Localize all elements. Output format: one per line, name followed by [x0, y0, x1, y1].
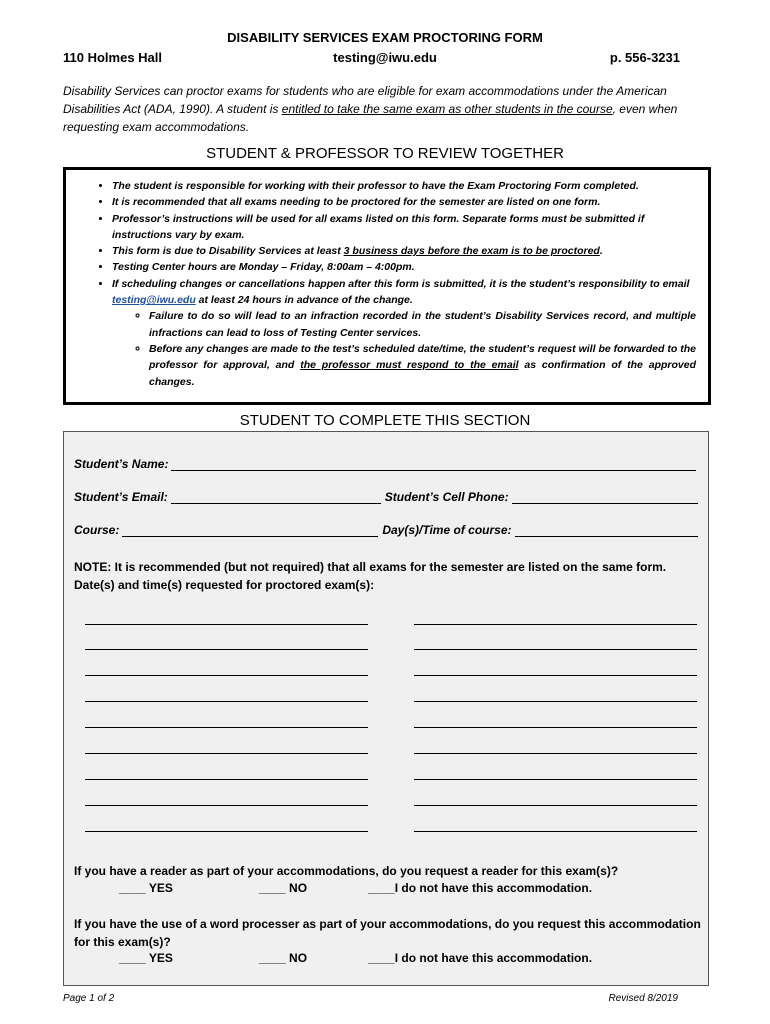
- date-time-field[interactable]: [414, 624, 697, 625]
- date-time-field[interactable]: [414, 649, 697, 650]
- student-email-field[interactable]: [171, 489, 381, 504]
- review-subitem-text: Before any changes are made to the test’s scheduled date/time, the student’s request will be forwarded to the professor for approval, and: [149, 342, 696, 372]
- due-date-underlined: 3 business days before the exam is to be proctored: [343, 245, 600, 258]
- date-time-field[interactable]: [85, 649, 368, 650]
- word-processor-question: If you have the use of a word processer as part of your accommodations, do you request this accommodation for this exam(s)?: [74, 917, 701, 949]
- review-item: [112, 276, 696, 390]
- student-contact-row: [74, 489, 698, 504]
- student-cell-label: Student’s Cell Phone:: [384, 490, 509, 504]
- student-name-row: [74, 456, 696, 471]
- date-time-field[interactable]: [85, 831, 368, 832]
- review-subitem-text: as confirmation of the approved changes.: [149, 359, 696, 388]
- date-time-field[interactable]: [85, 727, 368, 728]
- reader-no-option[interactable]: ____ NO: [259, 881, 308, 895]
- student-email-label: Student’s Email:: [74, 490, 168, 504]
- course-row: [74, 522, 698, 537]
- review-subitem: [149, 341, 696, 390]
- date-time-field[interactable]: [85, 753, 368, 754]
- review-item: • Professor’s instructions will be used for all exams listed on this form. Separate forms must be submitted if instructions vary by exam.: [112, 211, 696, 244]
- student-section-box: [63, 431, 709, 986]
- reader-none-option[interactable]: ____I do not have this accommodation.: [368, 881, 593, 895]
- review-item-text: If scheduling changes or cancellations happen after this form is submitted, it is the student’s responsibility to email: [112, 277, 690, 290]
- review-item-text: This form is due to Disability Services at least: [112, 245, 344, 258]
- review-section-heading: STUDENT & PROFESSOR TO REVIEW TOGETHER: [206, 145, 564, 162]
- course-field[interactable]: [122, 522, 378, 537]
- reader-yes-option[interactable]: ____ YES: [119, 881, 173, 895]
- student-name-field[interactable]: [171, 456, 696, 471]
- review-sublist: [112, 308, 696, 389]
- testing-email-link[interactable]: testing@iwu.edu: [112, 294, 196, 307]
- date-time-field[interactable]: [414, 701, 697, 702]
- review-item: • The student is responsible for working with their professor to have the Exam Proctoring Form completed.: [112, 178, 696, 194]
- office-phone: p. 556-3231: [609, 50, 680, 65]
- review-item-text: .: [599, 245, 603, 258]
- review-item: • It is recommended that all exams needing to be proctored for the semester are listed on one form.: [112, 194, 696, 210]
- review-list: [78, 178, 696, 390]
- revision-date: Revised 8/2019: [608, 993, 678, 1004]
- dates-label: Date(s) and time(s) requested for proctored exam(s):: [74, 578, 375, 592]
- intro-text-2: , even when requesting exam accommodations.: [63, 102, 678, 134]
- date-time-field[interactable]: [85, 675, 368, 676]
- review-subitem: ◦ Failure to do so will lead to an infraction recorded in the student’s Disability Services record, and multiple infractions can lead to loss of Testing Center services.: [149, 308, 696, 341]
- date-time-field[interactable]: [85, 805, 368, 806]
- date-time-field[interactable]: [414, 727, 697, 728]
- word-no-option[interactable]: ____ NO: [259, 951, 308, 965]
- review-item: • Testing Center hours are Monday – Friday, 8:00am – 4:00pm.: [112, 259, 696, 275]
- student-section-heading: STUDENT TO COMPLETE THIS SECTION: [239, 412, 531, 429]
- page-number: Page 1 of 2: [63, 993, 115, 1004]
- intro-text-1: Disability Services can proctor exams for students who are eligible for exam accommodations under the American Disabilities Act (ADA, 1990). A student is: [63, 84, 667, 116]
- review-item: [112, 243, 696, 259]
- day-time-label: Day(s)/Time of course:: [382, 523, 512, 537]
- note-text: NOTE: It is recommended (but not required) that all exams for the semester are listed on the same form.: [74, 560, 667, 574]
- form-title: DISABILITY SERVICES EXAM PROCTORING FORM: [227, 30, 543, 45]
- office-location: 110 Holmes Hall: [63, 50, 162, 65]
- review-item-text: at least 24 hours in advance of the change.: [195, 294, 413, 307]
- note-block: [74, 558, 699, 594]
- word-none-option[interactable]: ____I do not have this accommodation.: [368, 951, 593, 965]
- date-time-field[interactable]: [414, 753, 697, 754]
- date-time-field[interactable]: [414, 675, 697, 676]
- day-time-field[interactable]: [515, 522, 698, 537]
- student-name-label: Student’s Name:: [74, 457, 169, 471]
- date-time-field[interactable]: [85, 701, 368, 702]
- review-box: [63, 167, 711, 405]
- reader-question: If you have a reader as part of your accommodations, do you request a reader for this exam(s)?: [74, 864, 619, 878]
- student-cell-field[interactable]: [512, 489, 698, 504]
- date-time-field[interactable]: [414, 805, 697, 806]
- office-email: testing@iwu.edu: [333, 50, 437, 65]
- professor-respond-underlined: the professor must respond to the email: [300, 359, 519, 372]
- course-label: Course:: [74, 523, 120, 537]
- date-time-field[interactable]: [414, 779, 697, 780]
- date-time-field[interactable]: [414, 831, 697, 832]
- intro-text-underlined: entitled to take the same exam as other students in the course: [281, 102, 613, 116]
- date-time-field[interactable]: [85, 624, 368, 625]
- intro-paragraph: [63, 82, 711, 136]
- date-time-field[interactable]: [85, 779, 368, 780]
- word-yes-option[interactable]: ____ YES: [119, 951, 173, 965]
